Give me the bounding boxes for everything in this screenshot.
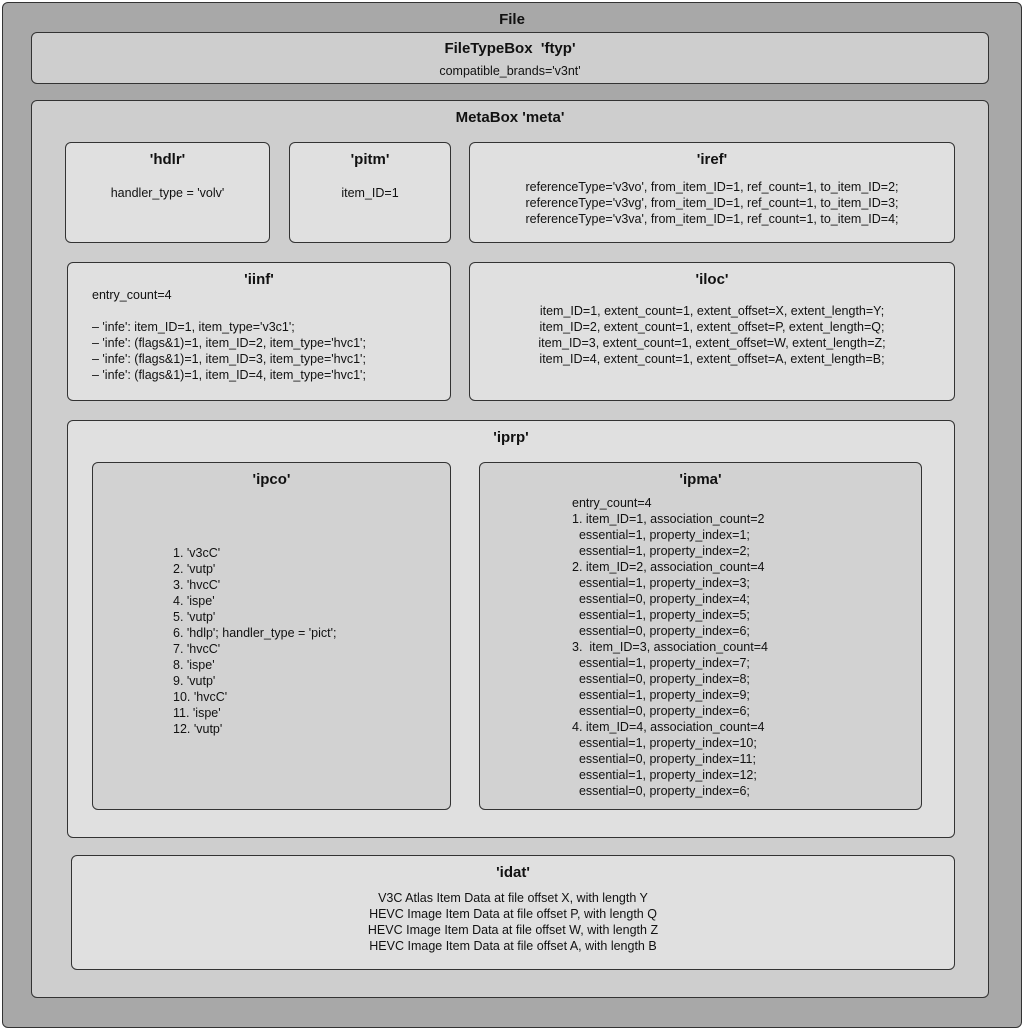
hdlr-box	[65, 142, 270, 243]
box-text-line: essential=1, property_index=9;	[572, 688, 750, 702]
box-text-line: 1. item_ID=1, association_count=2	[572, 512, 765, 526]
hdlr-body	[66, 185, 269, 201]
box-text-line: 2. item_ID=2, association_count=4	[572, 560, 765, 574]
ipco-body	[173, 545, 450, 737]
iloc-box	[469, 262, 955, 401]
box-text-line: 1. 'v3cC'	[173, 546, 221, 560]
iinf-box	[67, 262, 451, 401]
box-text-line: 6. 'hdlp'; handler_type = 'pict';	[173, 626, 337, 640]
iref-box	[469, 142, 955, 243]
pitm-box	[289, 142, 451, 243]
idat-body	[72, 890, 954, 954]
idat-box	[71, 855, 955, 970]
iinf-title: 'iinf'	[244, 271, 274, 288]
box-text-line: entry_count=4	[572, 496, 652, 510]
box-text-line: entry_count=4	[92, 288, 172, 302]
box-text-line: handler_type = 'volv'	[110, 186, 225, 200]
box-text-line: essential=1, property_index=12;	[572, 768, 757, 782]
box-text-line: – 'infe': (flags&1)=1, item_ID=3, item_type='hvc1';	[92, 352, 366, 366]
box-text-line: item_ID=1	[341, 186, 399, 200]
pitm-body	[290, 185, 450, 201]
box-text-line: item_ID=2, extent_count=1, extent_offset=P, extent_length=Q;	[539, 320, 885, 334]
box-text-line: essential=1, property_index=10;	[572, 736, 757, 750]
ipco-title: 'ipco'	[252, 471, 291, 488]
ipco-box	[92, 462, 451, 810]
ipma-body	[572, 495, 921, 799]
box-text-line: referenceType='v3vg', from_item_ID=1, ref_count=1, to_item_ID=3;	[525, 196, 899, 210]
box-text-line: 12. 'vutp'	[173, 722, 223, 736]
pitm-title: 'pitm'	[350, 151, 390, 168]
box-text-line: item_ID=1, extent_count=1, extent_offset=X, extent_length=Y;	[539, 304, 885, 318]
box-text-line: item_ID=3, extent_count=1, extent_offset=W, extent_length=Z;	[538, 336, 886, 350]
box-text-line: essential=0, property_index=6;	[572, 784, 750, 798]
box-text-line: 7. 'hvcC'	[173, 642, 221, 656]
box-text-line: – 'infe': item_ID=1, item_type='v3c1';	[92, 320, 295, 334]
box-text-line: 8. 'ispe'	[173, 658, 215, 672]
box-text-line: essential=1, property_index=7;	[572, 656, 750, 670]
box-text-line: HEVC Image Item Data at file offset A, with length B	[369, 939, 657, 953]
box-text-line: HEVC Image Item Data at file offset W, with length Z	[367, 923, 659, 937]
iloc-title: 'iloc'	[695, 271, 729, 288]
box-text-line: 4. item_ID=4, association_count=4	[572, 720, 765, 734]
box-text-line: 4. 'ispe'	[173, 594, 215, 608]
box-text-line: compatible_brands='v3nt'	[439, 64, 581, 78]
box-text-line: essential=1, property_index=3;	[572, 576, 750, 590]
box-text-line: essential=0, property_index=6;	[572, 704, 750, 718]
box-text-line: 3. 'hvcC'	[173, 578, 221, 592]
iprp-title: 'iprp'	[493, 429, 529, 446]
iinf-body	[92, 287, 450, 383]
idat-title: 'idat'	[496, 864, 530, 881]
box-text-line: – 'infe': (flags&1)=1, item_ID=4, item_type='hvc1';	[92, 368, 366, 382]
box-text-line: – 'infe': (flags&1)=1, item_ID=2, item_type='hvc1';	[92, 336, 366, 350]
file-title: File	[499, 11, 525, 28]
box-text-line: 5. 'vutp'	[173, 610, 216, 624]
ftyp-title: FileTypeBox 'ftyp'	[444, 40, 576, 57]
iloc-body	[470, 303, 954, 367]
box-text-line: 11. 'ispe'	[173, 706, 221, 720]
box-text-line: item_ID=4, extent_count=1, extent_offset=A, extent_length=B;	[539, 352, 885, 366]
box-text-line: V3C Atlas Item Data at file offset X, with length Y	[378, 891, 648, 905]
box-text-line: essential=1, property_index=1;	[572, 528, 750, 542]
box-text-line: essential=0, property_index=4;	[572, 592, 750, 606]
box-text-line: essential=1, property_index=2;	[572, 544, 750, 558]
box-text-line: 3. item_ID=3, association_count=4	[572, 640, 768, 654]
box-text-line: essential=0, property_index=11;	[572, 752, 756, 766]
box-text-line: referenceType='v3va', from_item_ID=1, ref_count=1, to_item_ID=4;	[525, 212, 899, 226]
box-text-line: 10. 'hvcC'	[173, 690, 228, 704]
box-text-line: 2. 'vutp'	[173, 562, 216, 576]
ftyp-box	[31, 32, 989, 84]
ipma-title: 'ipma'	[679, 471, 722, 488]
meta-title: MetaBox 'meta'	[455, 109, 565, 126]
box-text-line	[92, 303, 450, 319]
box-text-line: 9. 'vutp'	[173, 674, 216, 688]
hdlr-title: 'hdlr'	[149, 151, 186, 168]
box-text-line: essential=1, property_index=5;	[572, 608, 750, 622]
box-text-line: referenceType='v3vo', from_item_ID=1, ref_count=1, to_item_ID=2;	[525, 180, 899, 194]
ftyp-body	[32, 63, 988, 79]
ipma-box	[479, 462, 922, 810]
iref-body	[470, 179, 954, 227]
iref-title: 'iref'	[696, 151, 728, 168]
box-text-line: HEVC Image Item Data at file offset P, with length Q	[369, 907, 657, 921]
box-text-line: essential=0, property_index=6;	[572, 624, 750, 638]
box-text-line: essential=0, property_index=8;	[572, 672, 750, 686]
